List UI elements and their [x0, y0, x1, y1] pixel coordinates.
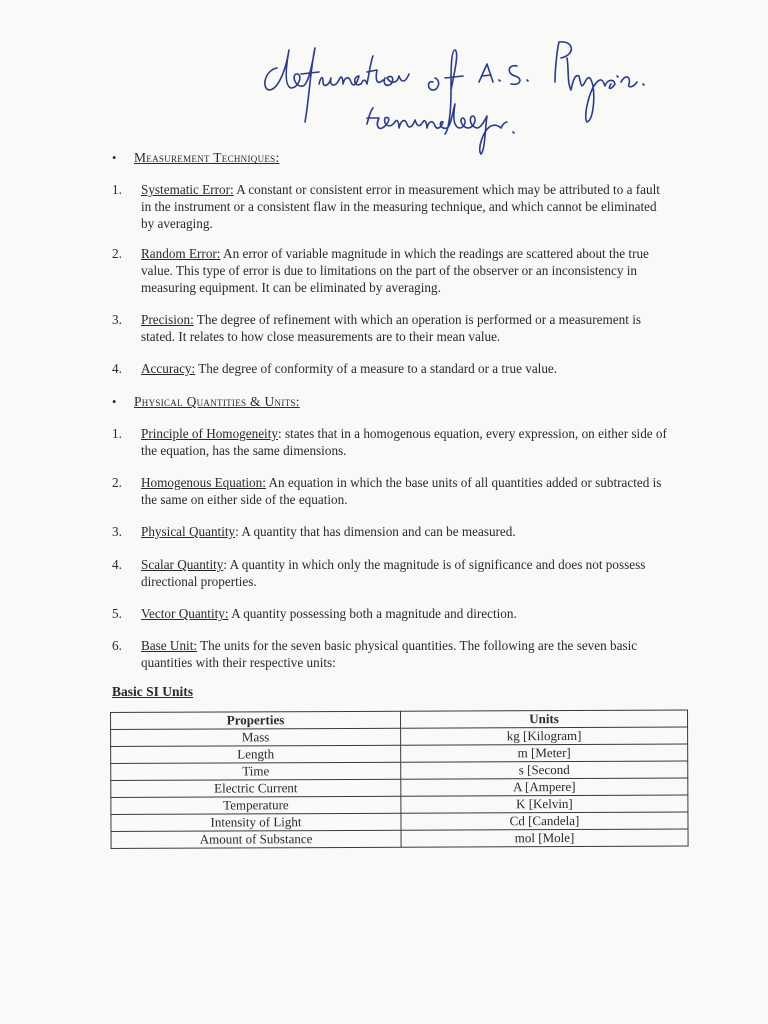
- property-cell: Time: [111, 762, 401, 780]
- item-number: 4.: [112, 361, 122, 376]
- property-cell: Electric Current: [111, 779, 401, 797]
- table-row: [111, 829, 688, 849]
- item-term: Accuracy:: [141, 361, 196, 376]
- property-cell: Mass: [111, 728, 401, 746]
- property-cell: Amount of Substance: [111, 830, 401, 848]
- si-units-table: [110, 709, 689, 849]
- section-heading-physical-quantities: [112, 394, 300, 410]
- item-number: 3.: [112, 312, 122, 327]
- bullet-icon: •: [112, 151, 117, 165]
- section-heading-measurement: [112, 150, 280, 166]
- list-item: [112, 474, 672, 508]
- item-term: Principle of Homogeneity: [141, 426, 278, 441]
- item-term: Random Error:: [141, 246, 221, 261]
- item-term: Systematic Error:: [141, 182, 234, 197]
- item-term: Homogenous Equation:: [141, 475, 266, 490]
- list-item: [112, 605, 672, 622]
- item-term: Base Unit:: [141, 638, 198, 653]
- item-number: 6.: [112, 638, 122, 653]
- property-cell: Intensity of Light: [111, 813, 401, 831]
- list-item: [112, 556, 672, 590]
- list-item: [112, 311, 672, 345]
- item-text: : A quantity in which only the magnitude is of significance and does not possess directional properties.: [141, 557, 646, 589]
- item-text: : states that in a homogenous equation, every expression, on either side of the equation, has the same dimensions.: [141, 426, 667, 458]
- item-number: 1.: [112, 426, 122, 441]
- item-text: The units for the seven basic physical quantities. The following are the seven basic quantities with their respective units:: [141, 638, 638, 670]
- item-text: A constant or consistent error in measurement which may be attributed to a fault in the instrument or a consistent flaw in the measuring technique, and which cannot be eliminated by averaging.: [141, 182, 660, 231]
- list-item: [112, 523, 672, 540]
- item-term: Physical Quantity: [141, 524, 236, 539]
- list-item: [112, 245, 672, 296]
- item-term: Precision:: [141, 312, 194, 327]
- unit-cell: K [Kelvin]: [401, 795, 688, 813]
- item-number: 4.: [112, 557, 122, 572]
- item-number: 5.: [112, 606, 122, 621]
- item-number: 1.: [112, 182, 122, 197]
- unit-cell: mol [Mole]: [401, 829, 688, 847]
- item-text: An equation in which the base units of all quantities added or subtracted is the same on either side of the equation.: [141, 475, 662, 507]
- property-cell: Length: [111, 745, 401, 763]
- list-item: [112, 181, 672, 232]
- item-number: 2.: [112, 246, 122, 261]
- list-item: [112, 360, 672, 377]
- list-item: [112, 637, 672, 671]
- list-item: [112, 425, 672, 459]
- handwritten-title: [255, 30, 675, 155]
- unit-cell: A [Ampere]: [401, 778, 688, 796]
- handwriting-strokes: [255, 30, 675, 155]
- unit-cell: Cd [Candela]: [401, 812, 688, 830]
- header-units: Units: [400, 710, 687, 728]
- si-units-title: Basic SI Units: [112, 684, 194, 699]
- item-text: An error of variable magnitude in which the readings are scattered about the true value. This type of error is due to limitations on the part of the observer or an inconsistency in measuring equipment. It can be eliminated by averaging.: [141, 246, 649, 295]
- property-cell: Temperature: [111, 796, 401, 814]
- item-number: 3.: [112, 524, 122, 539]
- section-heading-label: Physical Quantities & Units:: [134, 394, 300, 409]
- item-text: The degree of conformity of a measure to a standard or a true value.: [195, 361, 558, 376]
- unit-cell: s [Second: [401, 761, 688, 779]
- item-number: 2.: [112, 475, 122, 490]
- item-text: The degree of refinement with which an operation is performed or a measurement is stated. It relates to how close measurements are to their mean value.: [141, 312, 641, 344]
- unit-cell: kg [Kilogram]: [401, 727, 688, 745]
- item-text: : A quantity that has dimension and can be measured.: [235, 524, 516, 539]
- item-text: A quantity possessing both a magnitude and direction.: [228, 606, 517, 621]
- item-term: Vector Quantity:: [141, 606, 229, 621]
- item-term: Scalar Quantity: [141, 557, 224, 572]
- header-properties: Properties: [111, 711, 401, 729]
- bullet-icon: •: [112, 395, 117, 409]
- unit-cell: m [Meter]: [401, 744, 688, 762]
- section-heading-label: Measurement Techniques:: [134, 150, 280, 165]
